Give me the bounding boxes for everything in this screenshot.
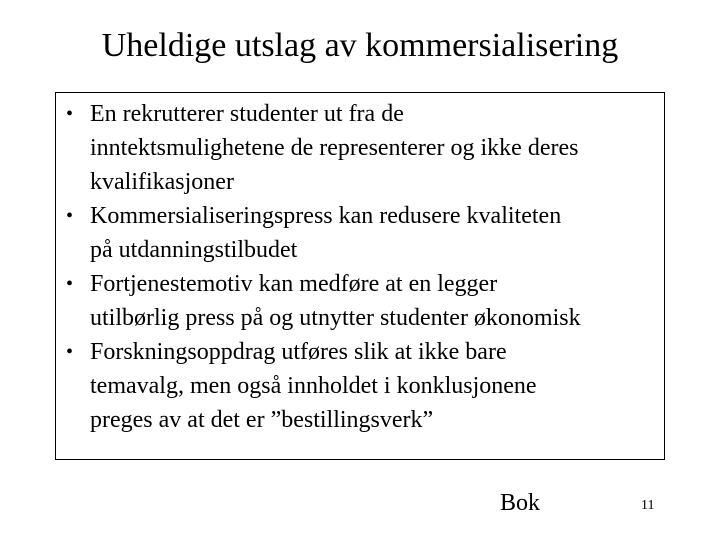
bullet-item <box>56 335 665 437</box>
slide-title: Uheldige utslag av kommersialisering <box>101 27 619 64</box>
bullet-line: kvalifikasjoner <box>90 169 234 195</box>
bullet-line: på utdanningstilbudet <box>90 237 298 263</box>
bullet-marker: • <box>66 205 74 227</box>
bullet-marker: • <box>66 341 74 363</box>
bullet-line: temavalg, men også innholdet i konklusjonene <box>90 373 537 399</box>
bullet-item <box>56 199 665 267</box>
bullet-list <box>56 97 665 437</box>
bullet-line: utilbørlig press på og utnytter studenter økonomisk <box>90 305 581 331</box>
bullet-marker: • <box>66 273 74 295</box>
content-box <box>55 92 665 460</box>
bullet-line: En rekrutterer studenter ut fra de <box>90 101 404 127</box>
bullet-line: Fortjenestemotiv kan medføre at en legger <box>90 271 498 297</box>
bullet-marker: • <box>66 103 74 125</box>
bullet-line: preges av at det er ”bestillingsverk” <box>90 407 434 433</box>
bullet-line: Forskningsoppdrag utføres slik at ikke bare <box>90 339 507 365</box>
bullet-item <box>56 267 665 335</box>
bullet-item <box>56 97 665 199</box>
page-number: 11 <box>641 498 655 513</box>
bullet-line: Kommersialiseringspress kan redusere kvaliteten <box>90 203 562 229</box>
footer-text: Bok <box>500 490 541 516</box>
bullet-line: inntektsmulighetene de representerer og ikke deres <box>90 135 579 161</box>
